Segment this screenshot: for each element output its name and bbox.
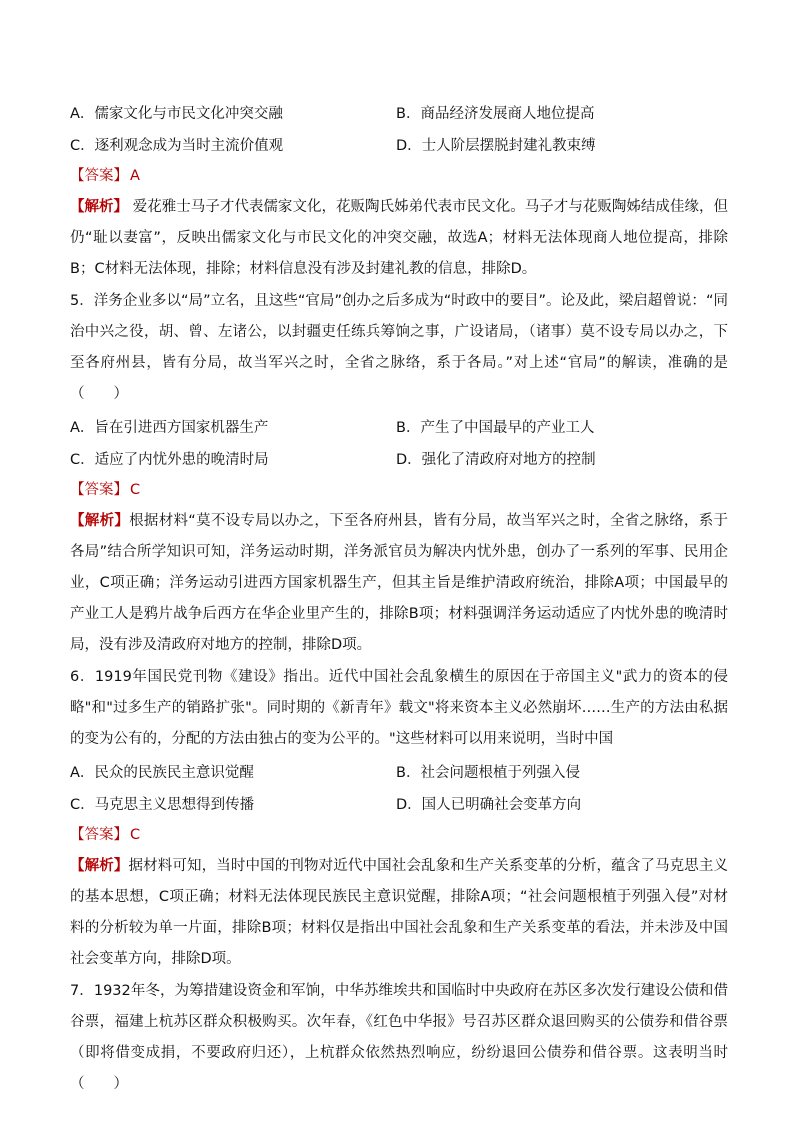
q5-option-a: A．旨在引进西方国家机器生产 — [70, 419, 269, 436]
q4-option-a: A．儒家文化与市民文化冲突交融 — [70, 105, 283, 122]
q6-answer-value: C — [130, 827, 141, 843]
q6-answer — [70, 819, 728, 851]
q6-explanation-text: 据材料可知，当时中国的刊物对近代中国社会乱象和生产关系变革的分析，蕴含了马克思主义的基本思想，C项正确；材料无法体现民族民主意识觉醒，排除A项；“社会问题根植于列强入侵”对材料的分析较为单一片面，排除B项；材料仅是指出中国社会乱象和生产关系变革的看法，并未涉及中国社会变革方向，排除D项。 — [70, 858, 728, 967]
q6-explanation-label: 【解析】 — [70, 858, 129, 874]
q6-option-a: A．民众的民族民主意识觉醒 — [70, 764, 254, 781]
q5-option-d: D．强化了清政府对地方的控制 — [396, 451, 596, 468]
q5-option-b: B．产生了中国最早的产业工人 — [396, 419, 595, 436]
q5-options-row-1 — [70, 410, 728, 442]
q7-stem: 7．1932年冬，为筹措建设资金和军饷，中华苏维埃共和国临时中央政府在苏区多次发行建设公债和借谷票，福建上杭苏区群众积极购买。次年春，《红色中华报》号召苏区群众退回购买的公债券和借谷票（即将借变成捐，不要政府归还），上杭群众依然热烈响应，纷纷退回公债券和借谷票。这表明当时（ ） — [70, 983, 728, 1092]
q5-stem: 5．洋务企业多以“局”立名，且这些“官局”创办之后多成为“时政中的要目”。论及此，梁启超曾说：“同治中兴之役，胡、曾、左诸公，以封疆吏任练兵筹饷之事，广设诸局，（诸事）莫不设专局以办之，下至各府州县，皆有分局，故当军兴之时，全省之脉络，系于各局。”对上述“官局”的解读，准确的是（ ） — [70, 293, 728, 402]
q6-options-row-2 — [70, 787, 728, 819]
q6-explanation — [70, 851, 728, 975]
q4-options-row-1 — [70, 96, 728, 128]
q4-explanation-text: 爱花雅士马子才代表儒家文化，花贩陶氏姊弟代表市民文化。马子才与花贩陶姊结成佳缘，但仍“耻以妻富”，反映出儒家文化与市民文化的冲突交融，故选A；材料无法体现商人地位提高，排除B；C材料无法体现，排除；材料信息没有涉及封建礼教的信息，排除D。 — [70, 199, 729, 277]
q6-option-b: B．社会问题根植于列强入侵 — [396, 764, 580, 781]
q5-explanation-text: 根据材料“莫不设专局以办之，下至各府州县，皆有分局，故当军兴之时，全省之脉络，系于各局”结合所学知识可知，洋务运动时期，洋务派官员为解决内忧外患，创办了一系列的军事、民用企业，C项正确；洋务运动引进西方国家机器生产，但其主旨是维护清政府统治，排除A项；中国最早的产业工人是鸦片战争后西方在华企业里产生的，排除B项；材料强调洋务运动适应了内忧外患的晚清时局，没有涉及清政府对地方的控制，排除D项。 — [70, 513, 728, 653]
q5-answer — [70, 474, 728, 506]
q6-answer-label: 【答案】 — [70, 827, 128, 843]
q5-options-row-2 — [70, 442, 728, 474]
q5-explanation — [70, 506, 728, 661]
q6-option-c: C．马克思主义思想得到传播 — [70, 796, 255, 813]
q4-answer-value: A — [130, 168, 140, 184]
q5-option-c: C．适应了内忧外患的晚清时局 — [70, 451, 269, 468]
q5-answer-label: 【答案】 — [70, 482, 128, 498]
q4-option-c: C．逐利观念成为当时主流价值观 — [70, 137, 284, 154]
q4-answer — [70, 160, 728, 192]
q4-explanation — [70, 192, 728, 285]
q6-stem: 6．1919年国民党刊物《建设》指出。近代中国社会乱象横生的原因在于帝国主义"武力的资本的侵略"和"过多生产的销路扩张"。同时期的《新青年》载文"将来资本主义必然崩坏……生产的方法由私据的变为公有的，分配的方法由独占的变为公平的。"这些材料可以用来说明，当时中国 — [70, 669, 728, 747]
q5-answer-value: C — [130, 482, 141, 498]
q4-explanation-label: 【解析】 — [70, 199, 129, 215]
q5-explanation-label: 【解析】 — [70, 513, 130, 529]
q4-option-b: B．商品经济发展商人地位提高 — [396, 105, 595, 122]
q4-options-row-2 — [70, 128, 728, 160]
q4-answer-label: 【答案】 — [70, 168, 128, 184]
q6-options-row-1 — [70, 755, 728, 787]
q6-option-d: D．国人已明确社会变革方向 — [396, 796, 582, 813]
q4-option-d: D．士人阶层摆脱封建礼教束缚 — [396, 137, 596, 154]
